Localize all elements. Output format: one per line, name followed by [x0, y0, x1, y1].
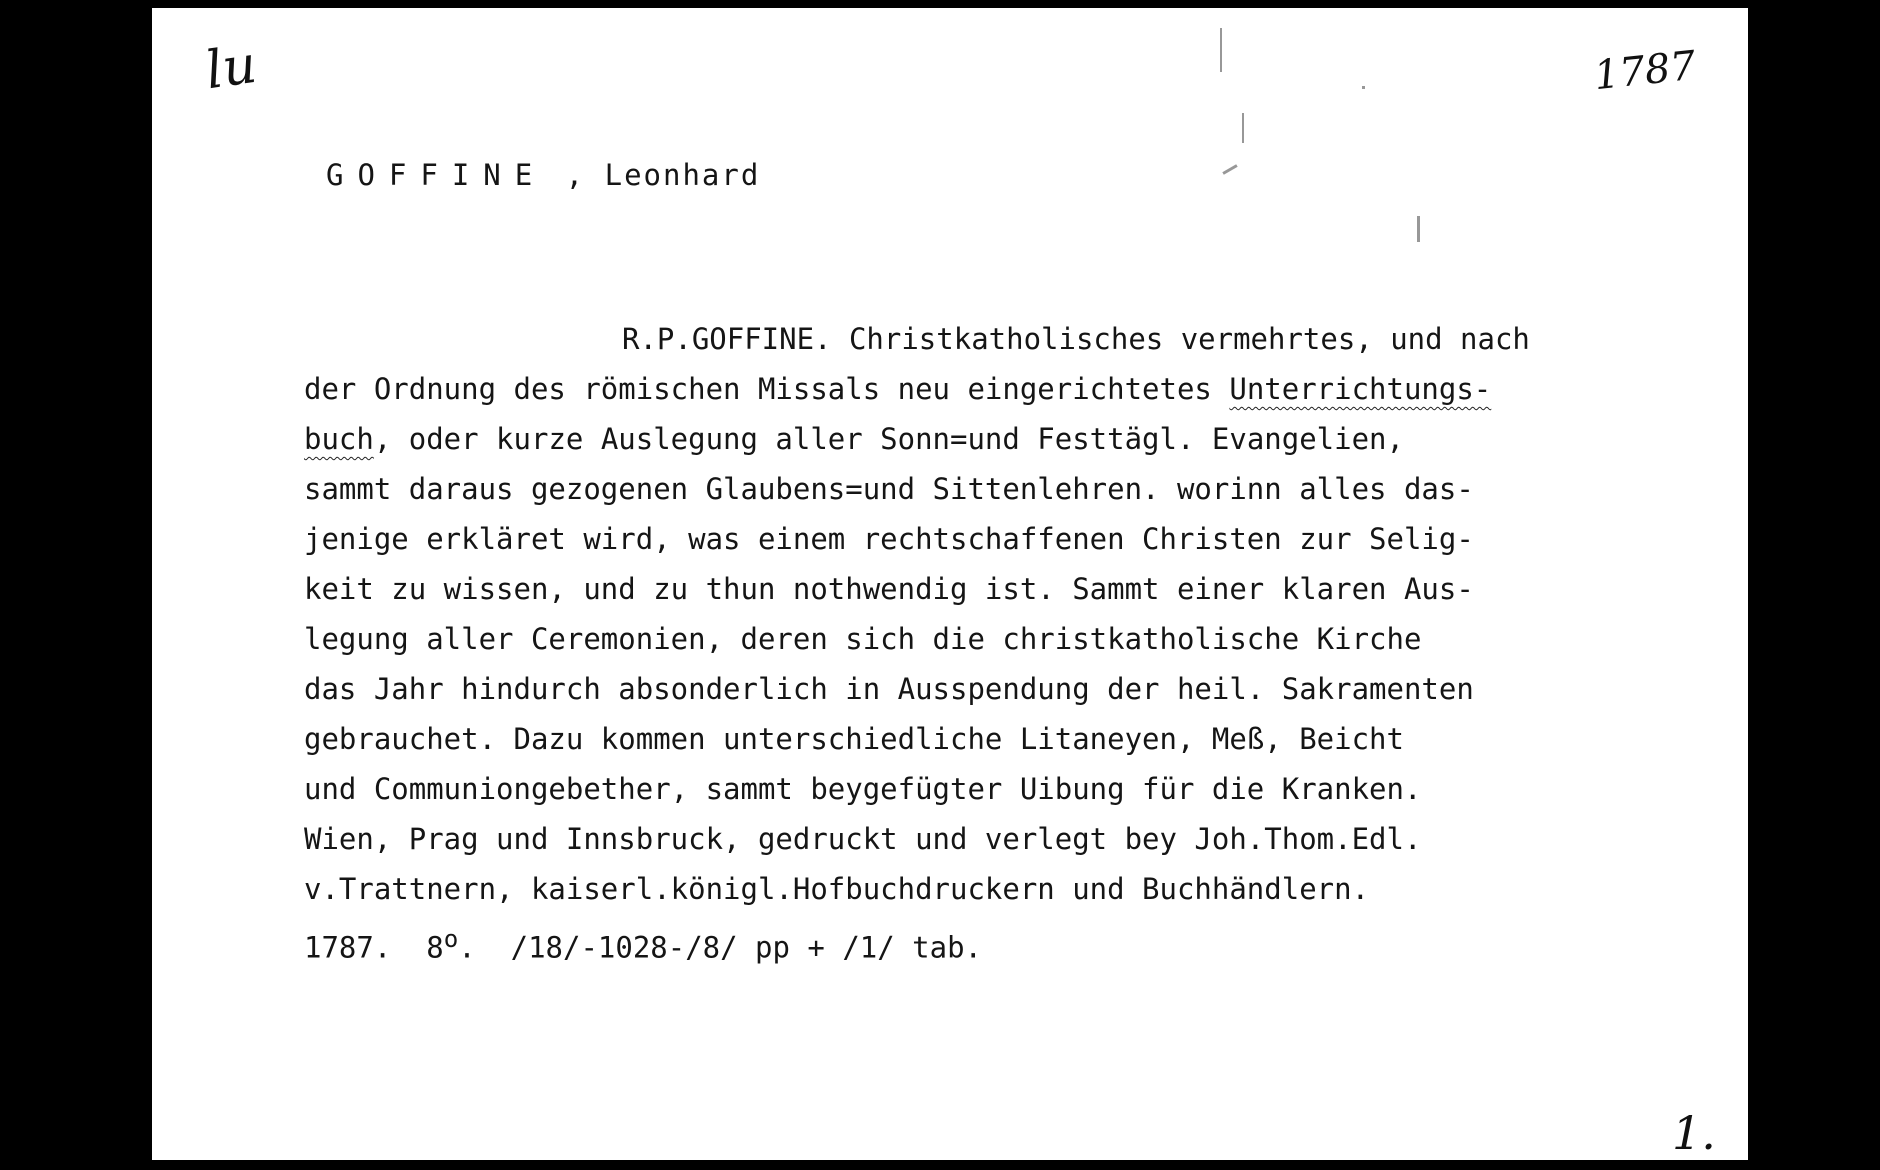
catalog-card: [152, 8, 1748, 1160]
scan-speck: [1242, 113, 1244, 143]
scan-speck: [1220, 28, 1222, 72]
description-line: sammt daraus gezogenen Glaubens=und Sittenlehren. worinn alles das-: [304, 472, 1474, 506]
description-text: , oder kurze Auslegung aller Sonn=und Festtägl. Evangelien,: [373, 422, 1404, 456]
description-line: [304, 414, 1664, 464]
collation: . /18/-1028-/8/ pp + /1/ tab.: [458, 930, 983, 965]
handwritten-card-number: 1.: [1672, 1106, 1716, 1160]
description-line: R.P.GOFFINE. Christkatholisches vermehrtes, und nach: [622, 322, 1530, 356]
author-surname: GOFFINE: [326, 158, 547, 192]
handwritten-mark: lu: [202, 34, 261, 102]
author-forename: Leonhard: [604, 158, 761, 192]
description-line: keit zu wissen, und zu thun nothwendig ist. Sammt einer klaren Aus-: [304, 572, 1474, 606]
description-line: Wien, Prag und Innsbruck, gedruckt und verlegt bey Joh.Thom.Edl.: [304, 822, 1422, 856]
scan-speck: [1222, 164, 1237, 175]
imprint-year-format: 1787. 8: [304, 930, 444, 965]
description-line: jenige erkläret wird, was einem rechtschaffenen Christen zur Selig-: [304, 522, 1474, 556]
underlined-word: Unterrichtungs-: [1229, 372, 1492, 406]
description-line: [304, 914, 1664, 964]
description-line: v.Trattnern, kaiserl.königl.Hofbuchdruckern und Buchhändlern.: [304, 872, 1370, 906]
description-line: legung aller Ceremonien, deren sich die christkatholische Kirche: [304, 622, 1422, 656]
format-superscript: o: [443, 925, 459, 953]
heading-separator: ,: [546, 158, 605, 192]
description-line: und Communiongebether, sammt beygefügter Uibung für die Kranken.: [304, 772, 1422, 806]
underlined-word: buch: [304, 422, 374, 456]
author-heading: [326, 158, 760, 192]
description-line: das Jahr hindurch absonderlich in Ausspendung der heil. Sakramenten: [304, 672, 1474, 706]
bibliographic-description: [304, 314, 1664, 964]
handwritten-year: 1787: [1591, 42, 1698, 100]
description-line: gebrauchet. Dazu kommen unterschiedliche Litaneyen, Meß, Beicht: [304, 722, 1404, 756]
description-line: [304, 364, 1664, 414]
scan-speck: [1417, 216, 1420, 242]
scan-speck: [1362, 86, 1365, 89]
description-text: der Ordnung des römischen Missals neu eingerichtetes: [304, 372, 1230, 406]
